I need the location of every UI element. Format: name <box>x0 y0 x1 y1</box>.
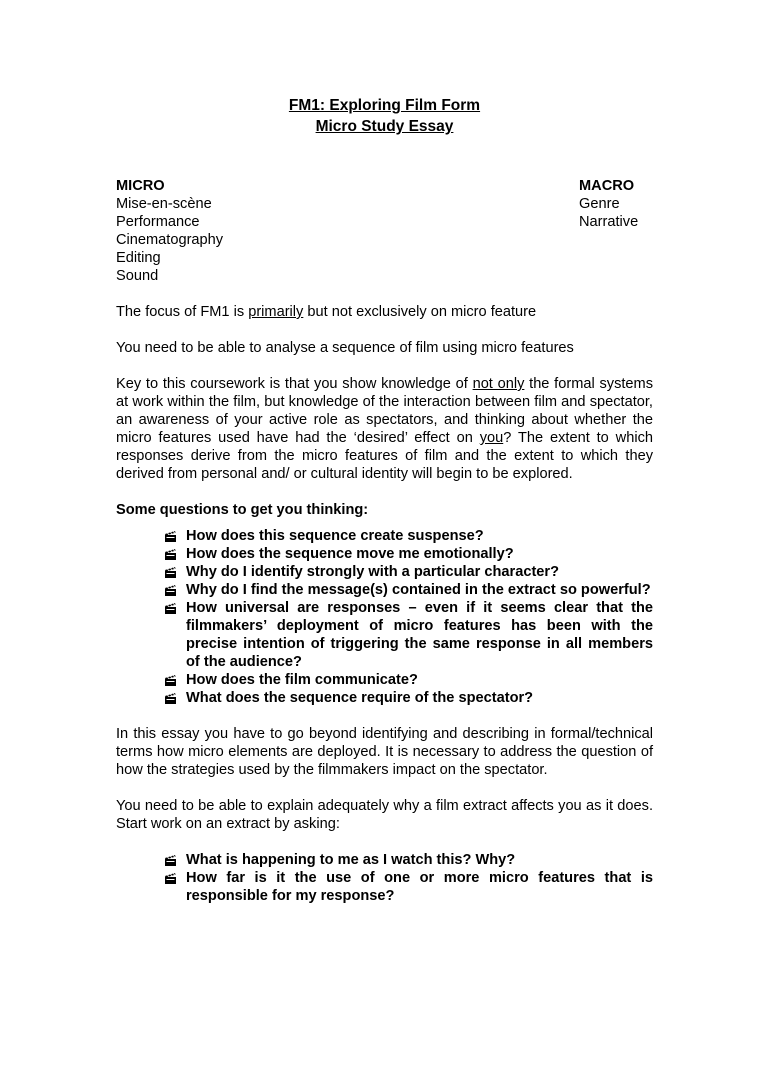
micro-item: Mise-en-scène <box>116 196 212 212</box>
explain-paragraph: You need to be able to explain adequately why a film extract affects you as it does. Start work on an extract by asking: <box>116 798 653 832</box>
macro-column <box>579 177 653 285</box>
clapperboard-icon <box>164 689 178 707</box>
question-text: Why do I find the message(s) contained in the extract so powerful? <box>186 582 651 598</box>
questions-list <box>116 527 653 707</box>
micro-macro-columns <box>116 177 653 285</box>
list-item <box>186 581 653 599</box>
micro-item: Editing <box>116 250 161 266</box>
micro-column <box>116 177 416 285</box>
clapperboard-icon <box>164 599 178 617</box>
analyse-paragraph: You need to be able to analyse a sequence of film using micro features <box>116 340 574 356</box>
micro-heading: MICRO <box>116 178 165 194</box>
clapperboard-icon <box>164 851 178 869</box>
micro-item: Sound <box>116 268 159 284</box>
clapperboard-icon <box>164 671 178 689</box>
clapperboard-icon <box>164 527 178 545</box>
micro-item: Cinematography <box>116 232 224 248</box>
list-item <box>186 527 653 545</box>
question-text: How universal are responses – even if it seems clear that the filmmakers’ deployment of micro features has been with the precise intention of triggering the same response in all members of the audience? <box>186 600 653 670</box>
list-item <box>186 851 653 869</box>
question-text: How does the sequence move me emotionally? <box>186 546 514 562</box>
question-text: How far is it the use of one or more micro features that is responsible for my response? <box>186 870 653 904</box>
clapperboard-icon <box>164 545 178 563</box>
underlined-word: primarily <box>248 304 304 320</box>
clapperboard-icon <box>164 581 178 599</box>
document-title: FM1: Exploring Film Form <box>288 97 481 114</box>
essay-paragraph: In this essay you have to go beyond identifying and describing in formal/technical terms how micro elements are deployed. It is necessary to address the question of how the strategies used by the filmmakers impact on the spectator. <box>116 726 653 778</box>
key-paragraph <box>116 375 653 483</box>
clapperboard-icon <box>164 869 178 887</box>
questions2-list <box>116 851 653 905</box>
question-text: How does this sequence create suspense? <box>186 528 484 544</box>
title-block <box>116 95 653 137</box>
list-item <box>186 671 653 689</box>
question-text: How does the film communicate? <box>186 672 418 688</box>
underlined-phrase: not only <box>472 376 525 392</box>
document-subtitle: Micro Study Essay <box>315 118 454 135</box>
list-item <box>186 869 653 905</box>
question-text: Why do I identify strongly with a particular character? <box>186 564 560 580</box>
question-text: What is happening to me as I watch this? Why? <box>186 852 516 868</box>
macro-item: Narrative <box>579 214 639 230</box>
text-run: ? The extent to which responses derive from the micro features of film and the extent to which they derived from personal and/ or cultural identity will begin to be explored. <box>116 430 653 482</box>
text-run: the formal systems at work within the film, but knowledge of the interaction between film and spectator, an awareness of your active role as spectators, and thinking about whether the micro features used have had the ‘desired’ effect on <box>116 376 653 446</box>
list-item <box>186 689 653 707</box>
focus-paragraph <box>116 303 653 321</box>
text-run: Key to this coursework is that you show knowledge of <box>116 376 473 392</box>
underlined-word: you <box>479 430 504 446</box>
document-page <box>116 95 653 905</box>
list-item <box>186 563 653 581</box>
clapperboard-icon <box>164 563 178 581</box>
macro-heading: MACRO <box>579 178 635 194</box>
text-run: but not exclusively on micro feature <box>303 304 537 320</box>
question-text: What does the sequence require of the spectator? <box>186 690 534 706</box>
text-run: The focus of FM1 is <box>116 304 249 320</box>
list-item <box>186 599 653 671</box>
macro-item: Genre <box>579 196 620 212</box>
micro-item: Performance <box>116 214 200 230</box>
questions-heading: Some questions to get you thinking: <box>116 502 369 518</box>
list-item <box>186 545 653 563</box>
